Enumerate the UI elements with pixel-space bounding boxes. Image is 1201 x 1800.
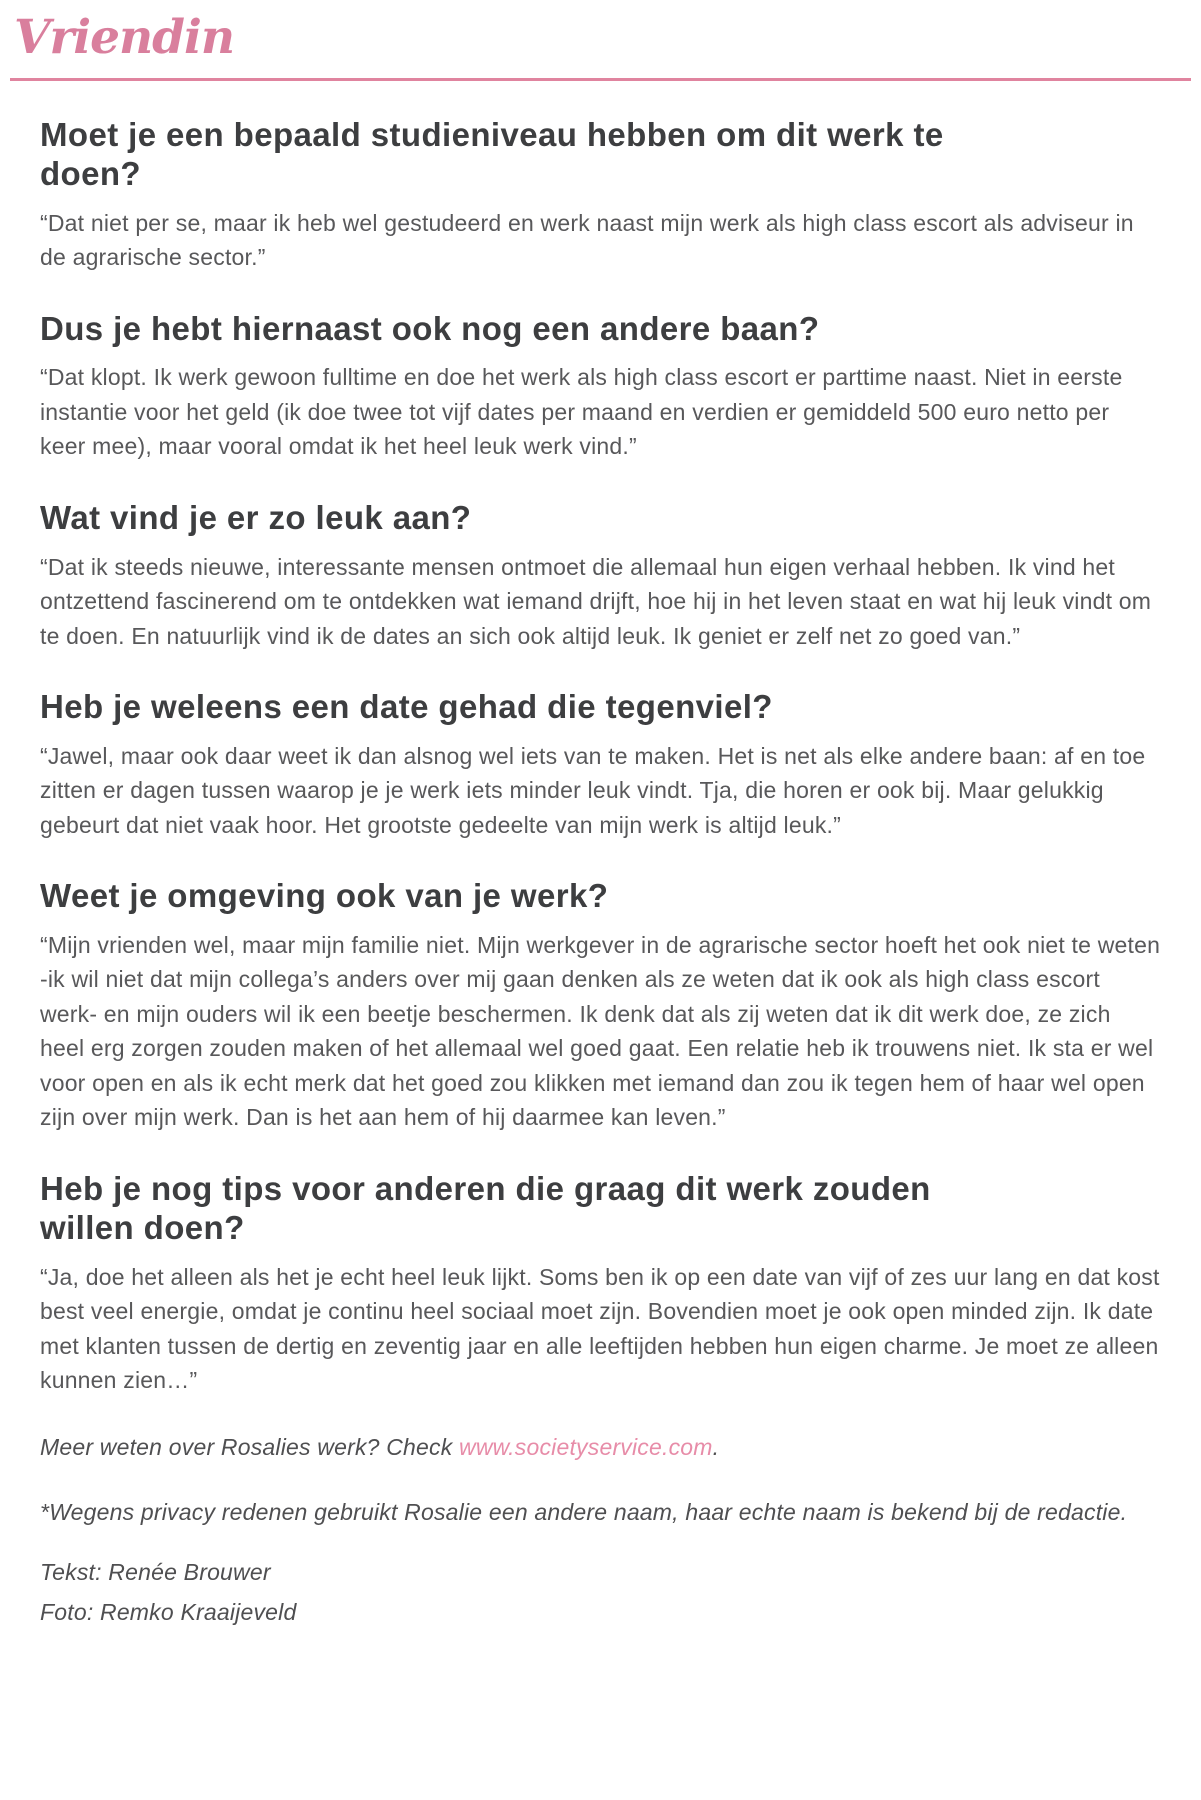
more-info-prefix: Meer weten over Rosalies werk? Check	[40, 1433, 460, 1460]
answer-paragraph: “Dat ik steeds nieuwe, interessante mensen ontmoet die allemaal hun eigen verhaal hebben. Ik vind het ontzettend fascinerend om te ontdekken wat iemand drijft, hoe hij in het leven staat en wat hij leuk vindt om te doen. En natuurlijk vind ik de dates an sich ook altijd leuk. Ik geniet er zelf net zo goed van.”	[40, 553, 1152, 649]
qa-section	[40, 687, 1161, 842]
photo-credit: Foto: Remko Kraaijeveld	[40, 1599, 297, 1626]
text-credit: Tekst: Renée Brouwer	[40, 1559, 271, 1586]
more-info-line	[40, 1434, 1161, 1461]
question-heading: Moet je een bepaald studieniveau hebben om dit werk te doen?	[40, 115, 944, 193]
question-heading: Dus je hebt hiernaast ook nog een andere baan?	[40, 309, 820, 347]
article	[0, 115, 1201, 1631]
header-divider	[10, 78, 1191, 81]
vriendin-logo: Vriendin	[14, 10, 235, 65]
answer-paragraph: “Jawel, maar ook daar weet ik dan alsnog wel iets van te maken. Het is net als elke andere baan: af en toe zitten er dagen tussen waarop je je werk iets minder leuk vindt. Tja, die horen er ook bij. Maar gelukkig gebeurt dat niet vaak hoor. Het grootste gedeelte van mijn werk is altijd leuk.”	[40, 742, 1146, 838]
question-heading: Weet je omgeving ook van je werk?	[40, 877, 609, 915]
qa-section	[40, 309, 1161, 464]
qa-section	[40, 876, 1161, 1135]
qa-section	[40, 1169, 1161, 1398]
privacy-note: *Wegens privacy redenen gebruikt Rosalie een andere naam, haar echte naam is bekend bij de redactie.	[40, 1498, 1128, 1525]
more-info-suffix: .	[712, 1433, 720, 1460]
question-heading: Wat vind je er zo leuk aan?	[40, 498, 472, 536]
qa-section	[40, 115, 1161, 275]
credits	[40, 1555, 1161, 1630]
answer-paragraph: “Dat klopt. Ik werk gewoon fulltime en doe het werk als high class escort er parttime naast. Niet in eerste instantie voor het geld (ik doe twee tot vijf dates per maand en verdien er gemiddeld 500 euro netto per keer mee), maar vooral omdat ik het heel leuk werk vind.”	[40, 364, 1123, 460]
answer-paragraph: “Mijn vrienden wel, maar mijn familie niet. Mijn werkgever in de agrarische sector hoeft het ook niet te weten -ik wil niet dat mijn collega’s anders over mij gaan denken als ze weten dat ik ook als high class escort werk- en mijn ouders wil ik een beetje beschermen. Ik denk dat als zij weten dat ik dit werk doe, ze zich heel erg zorgen zouden maken of het allemaal wel goed gaat. Een relatie heb ik trouwens niet. Ik sta er wel voor open en als ik echt merk dat het goed zou klikken met iemand dan zou ik tegen hem of haar wel open zijn over mijn werk. Dan is het aan hem of hij daarmee kan leven.”	[40, 931, 1161, 1131]
question-heading: Heb je weleens een date gehad die tegenviel?	[40, 688, 773, 726]
answer-paragraph: “Ja, doe het alleen als het je echt heel leuk lijkt. Soms ben ik op een date van vijf of zes uur lang en dat kost best veel energie, omdat je continu heel sociaal moet zijn. Bovendien moet je ook open minded zijn. Ik date met klanten tussen de dertig en zeventig jaar en alle leeftijden hebben hun eigen charme. Je moet ze alleen kunnen zien…”	[40, 1263, 1160, 1394]
answer-paragraph: “Dat niet per se, maar ik heb wel gestudeerd en werk naast mijn werk als high class escort als adviseur in de agrarische sector.”	[40, 209, 1134, 271]
masthead	[0, 0, 1201, 64]
qa-section	[40, 498, 1161, 653]
question-heading: Heb je nog tips voor anderen die graag dit werk zouden willen doen?	[40, 1169, 931, 1247]
societyservice-link[interactable]: www.societyservice.com	[459, 1433, 713, 1460]
